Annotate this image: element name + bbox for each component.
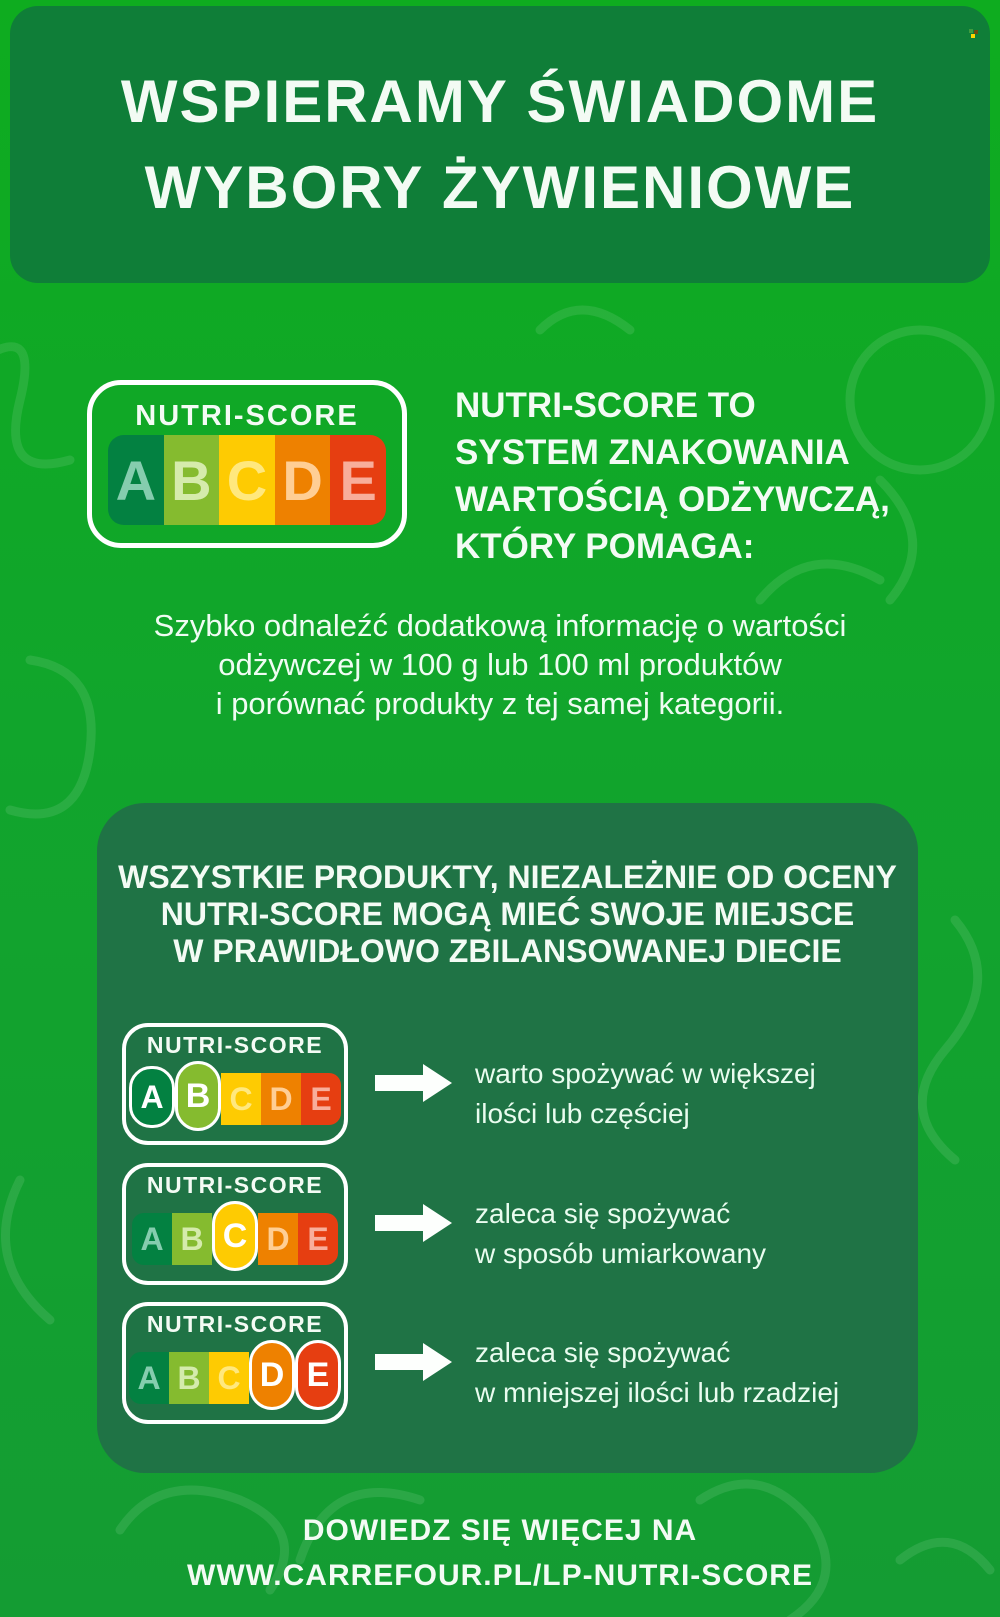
- footer: [0, 1508, 1000, 1598]
- nutri-grade-a: A: [129, 1352, 169, 1404]
- intro-line4: KTÓRY POMAGA:: [455, 527, 755, 566]
- nutri-grade-b: B: [164, 435, 220, 525]
- nutri-grade-a-highlighted: A: [129, 1066, 175, 1128]
- row-text-c-line1: zaleca się spożywać: [475, 1198, 731, 1229]
- arrow-icon: [375, 1201, 453, 1245]
- footer-url: WWW.CARREFOUR.PL/LP-NUTRI-SCORE: [187, 1559, 813, 1592]
- description-line1: Szybko odnaleźć dodatkową informację o wartości: [153, 608, 847, 643]
- nutriscore-scale: [108, 435, 386, 525]
- nutri-grade-c: C: [209, 1352, 249, 1404]
- nutriscore-logo-label: NUTRI-SCORE: [135, 400, 359, 432]
- intro-line1: NUTRI-SCORE TO: [455, 386, 756, 425]
- nutriscore-scale-c: [126, 1199, 344, 1273]
- nutriscore-scale-de: [126, 1338, 344, 1412]
- row-text-c-line2: w sposób umiarkowany: [475, 1238, 767, 1269]
- arrow-icon: [375, 1340, 453, 1384]
- nutriscore-badge-de: [122, 1302, 348, 1424]
- header-title-line1: WSPIERAMY ŚWIADOME: [120, 67, 880, 135]
- nutri-grade-d: D: [261, 1073, 301, 1125]
- row-text-c: [475, 1194, 766, 1274]
- description-paragraph: [0, 606, 1000, 723]
- nutri-grade-a: A: [132, 1213, 172, 1265]
- nutriscore-badge-label: NUTRI-SCORE: [146, 1172, 324, 1198]
- nutri-grade-e-highlighted: E: [295, 1340, 341, 1410]
- nutri-grade-d: D: [275, 435, 331, 525]
- page-header: [10, 6, 990, 283]
- panel-heading: [97, 859, 918, 970]
- nutri-grade-e: E: [298, 1213, 338, 1265]
- row-text-de-line1: zaleca się spożywać: [475, 1337, 731, 1368]
- footer-line1: DOWIEDZ SIĘ WIĘCEJ NA: [302, 1514, 698, 1547]
- row-text-ab-line1: warto spożywać w większej: [475, 1058, 816, 1089]
- row-text-ab: [475, 1054, 816, 1134]
- description-line2: odżywczej w 100 g lub 100 ml produktów: [218, 647, 782, 682]
- info-panel: [97, 803, 918, 1473]
- nutriscore-logo: [87, 380, 407, 548]
- intro-heading: [455, 382, 890, 570]
- header-title-line2: WYBORY ŻYWIENIOWE: [144, 153, 856, 221]
- nutri-grade-e: E: [330, 435, 386, 525]
- row-text-ab-line2: ilości lub częściej: [475, 1098, 690, 1129]
- nutri-grade-c: C: [219, 435, 275, 525]
- panel-heading-line1: WSZYSTKIE PRODUKTY, NIEZALEŻNIE OD OCENY: [118, 859, 897, 895]
- nutriscore-scale-ab: [126, 1059, 344, 1133]
- nutri-grade-d-highlighted: D: [249, 1340, 295, 1410]
- nutri-grade-c: C: [221, 1073, 261, 1125]
- description-line3: i porównać produkty z tej samej kategorii.: [215, 686, 785, 721]
- nutriscore-badge-label: NUTRI-SCORE: [146, 1311, 324, 1337]
- nutri-grade-d: D: [258, 1213, 298, 1265]
- row-text-de-line2: w mniejszej ilości lub rzadziej: [475, 1377, 840, 1408]
- nutriscore-badge-label: NUTRI-SCORE: [146, 1032, 324, 1058]
- nutri-grade-b: B: [169, 1352, 209, 1404]
- nutri-grade-b: B: [172, 1213, 212, 1265]
- screenshot-artifact-dot: [969, 29, 973, 33]
- nutriscore-badge-c: [122, 1163, 348, 1285]
- nutri-grade-b-highlighted: B: [175, 1061, 221, 1131]
- panel-heading-line3: W PRAWIDŁOWO ZBILANSOWANEJ DIECIE: [173, 933, 842, 969]
- nutriscore-badge-ab: [122, 1023, 348, 1145]
- panel-heading-line2: NUTRI-SCORE MOGĄ MIEĆ SWOJE MIEJSCE: [160, 896, 855, 932]
- intro-line2: SYSTEM ZNAKOWANIA: [455, 433, 850, 472]
- arrow-icon: [375, 1061, 453, 1105]
- nutri-grade-e: E: [301, 1073, 341, 1125]
- nutri-grade-a: A: [108, 435, 164, 525]
- row-text-de: [475, 1333, 839, 1413]
- nutri-grade-c-highlighted: C: [212, 1201, 258, 1271]
- intro-line3: WARTOŚCIĄ ODŻYWCZĄ,: [455, 480, 890, 519]
